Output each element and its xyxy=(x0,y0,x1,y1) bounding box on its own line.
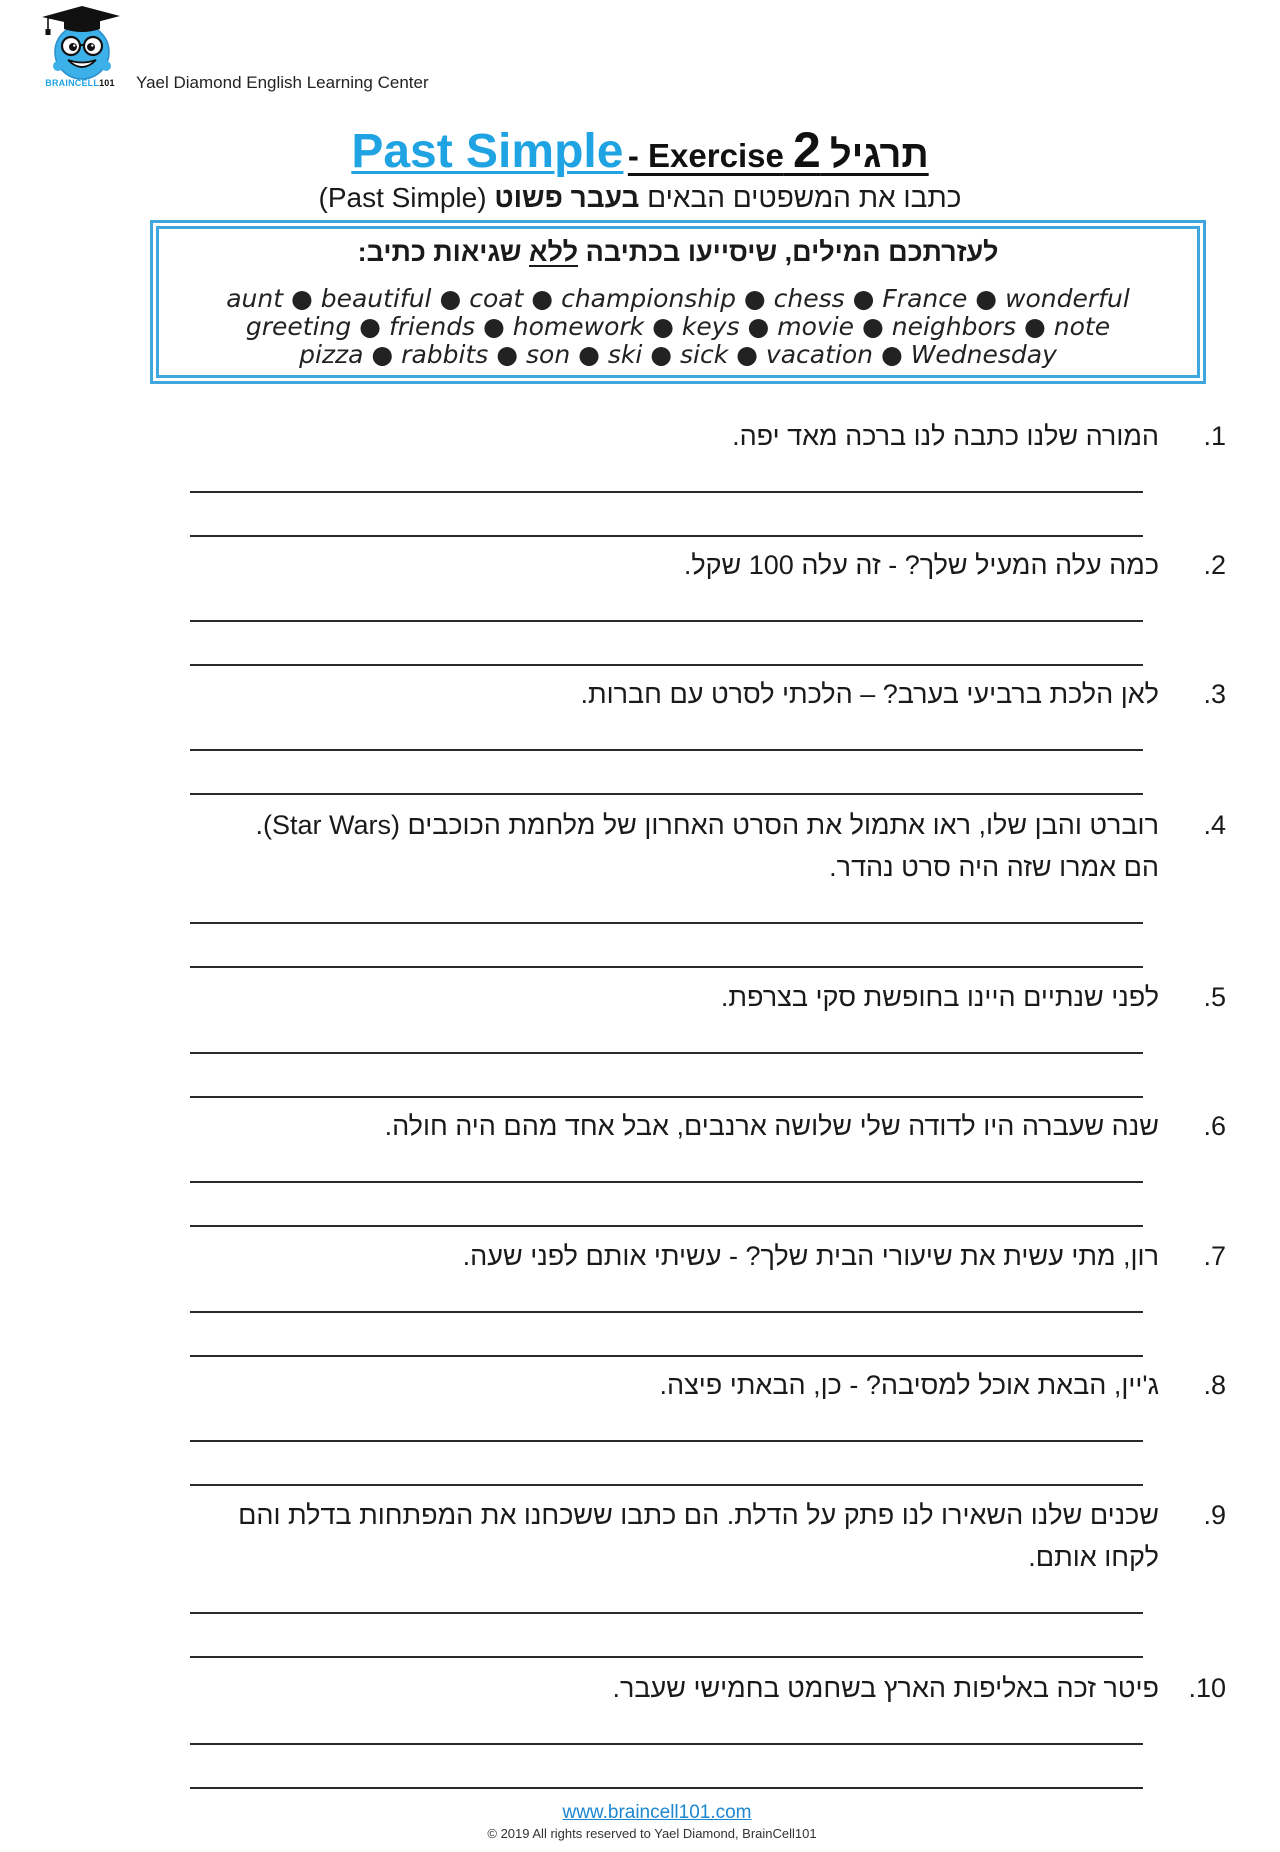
question-9 xyxy=(0,1494,1280,1664)
question-text-line: הם אמרו שזה היה סרט נהדר. xyxy=(829,852,1159,882)
question-text-line: לאן הלכת ברביעי בערב? – הלכתי לסרט עם חברות. xyxy=(580,679,1159,709)
answer-line xyxy=(190,922,1143,924)
question-text-line: כמה עלה המעיל שלך? - זה עלה 100 שקל. xyxy=(683,550,1159,580)
answer-line xyxy=(190,1096,1143,1098)
question-number: 10. xyxy=(1188,1673,1226,1703)
question-text-line: שנה שעברה היו לדודה שלי שלושה ארנבים, אבל אחד מהם היה חולה. xyxy=(384,1111,1159,1141)
word-bank-intro-text: לעזרתכם המילים, שיסייעו בכתיבה xyxy=(585,237,999,267)
question-text xyxy=(659,1364,1159,1406)
question-text-line: לפני שנתיים היינו בחופשת סקי בצרפת. xyxy=(720,982,1159,1012)
answer-line xyxy=(190,1787,1143,1789)
page-title xyxy=(0,120,1280,180)
braincell-owl-logo xyxy=(38,4,122,80)
answer-line xyxy=(190,491,1143,493)
question-text-line: המורה שלנו כתבה לנו ברכה מאד יפה. xyxy=(732,421,1159,451)
word-bank-intro-underlined: ללא xyxy=(529,237,579,267)
brand-wordmark xyxy=(38,76,122,90)
answer-line xyxy=(190,1181,1143,1183)
word-bank-list xyxy=(153,285,1203,369)
answer-line xyxy=(190,793,1143,795)
word-bank-box xyxy=(150,220,1206,384)
answer-line xyxy=(190,1225,1143,1227)
answer-line xyxy=(190,1355,1143,1357)
question-number: 8. xyxy=(1203,1370,1226,1400)
instructions-english: (Past Simple) xyxy=(318,182,487,213)
graduation-cap-icon xyxy=(42,6,120,35)
question-number: 7. xyxy=(1203,1241,1226,1271)
brand-wordmark-part: BRAINCELL xyxy=(45,78,100,88)
question-text-line: פיטר זכה באליפות הארץ בשחמט בחמישי שעבר. xyxy=(612,1673,1159,1703)
question-number: 1. xyxy=(1203,421,1226,451)
answer-line xyxy=(190,1484,1143,1486)
question-text-line: רוברט והבן שלו, ראו אתמול את הסרט האחרון של מלחמת הכוכבים (Star Wars). xyxy=(255,810,1159,840)
question-text xyxy=(721,976,1159,1018)
question-text xyxy=(255,804,1159,888)
question-text-line: ג'יין, הבאת אוכל למסיבה? - כן, הבאתי פיצה. xyxy=(659,1370,1159,1400)
word-bank-line: greeting ● friends ● homework ● keys ● movie ● neighbors ● note xyxy=(245,312,1111,341)
question-text xyxy=(463,1235,1159,1277)
answer-line xyxy=(190,1656,1143,1658)
question-text-line: לקחו אותם. xyxy=(1028,1542,1159,1572)
title-topic: Past Simple xyxy=(351,125,624,178)
question-text xyxy=(385,1105,1159,1147)
question-text xyxy=(612,1667,1159,1709)
question-number: 4. xyxy=(1203,810,1226,840)
instructions xyxy=(0,182,1280,214)
owl-mascot-icon xyxy=(53,25,111,79)
question-number: 6. xyxy=(1203,1111,1226,1141)
question-text-line: רון, מתי עשית את שיעורי הבית שלך? - עשיתי אותם לפני שעה. xyxy=(462,1241,1159,1271)
question-text xyxy=(238,1494,1159,1578)
learning-center-name: Yael Diamond English Learning Center xyxy=(136,73,429,92)
title-exercise-label: - Exercise xyxy=(627,137,784,174)
question-text xyxy=(732,415,1159,457)
instructions-emphasis: בעבר פשוט xyxy=(494,182,640,213)
answer-line xyxy=(190,1743,1143,1745)
word-bank-line: aunt ● beautiful ● coat ● championship ● chess ● France ● wonderful xyxy=(226,284,1130,313)
question-text-line: שכנים שלנו השאירו לנו פתק על הדלת. הם כתבו ששכחנו את המפתחות בדלת והם xyxy=(238,1500,1159,1530)
answer-line xyxy=(190,1612,1143,1614)
answer-line xyxy=(190,1311,1143,1313)
copyright-notice: © 2019 All rights reserved to Yael Diamond, BrainCell101 xyxy=(487,1826,817,1841)
question-text xyxy=(684,544,1159,586)
word-bank-line: pizza ● rabbits ● son ● ski ● sick ● vacation ● Wednesday xyxy=(299,340,1057,369)
answer-line xyxy=(190,749,1143,751)
word-bank-intro xyxy=(153,234,1203,270)
answer-line xyxy=(190,1440,1143,1442)
instructions-text: כתבו את המשפטים הבאים xyxy=(647,182,962,213)
question-number: 2. xyxy=(1203,550,1226,580)
answer-line xyxy=(190,966,1143,968)
question-number: 3. xyxy=(1203,679,1226,709)
website-link[interactable]: www.braincell101.com xyxy=(562,1802,752,1823)
title-exercise xyxy=(627,122,929,178)
answer-line xyxy=(190,1052,1143,1054)
question-text xyxy=(580,673,1159,715)
question-number: 9. xyxy=(1203,1500,1226,1530)
word-bank-intro-text-end: שגיאות כתיב: xyxy=(357,237,522,267)
title-hebrew-label: תרגיל xyxy=(829,134,929,176)
brand-wordmark-number: 101 xyxy=(99,78,115,88)
title-exercise-number: 2 xyxy=(793,122,821,178)
question-4 xyxy=(0,804,1280,974)
answer-line xyxy=(190,664,1143,666)
question-number: 5. xyxy=(1203,982,1226,1012)
answer-line xyxy=(190,620,1143,622)
answer-line xyxy=(190,535,1143,537)
